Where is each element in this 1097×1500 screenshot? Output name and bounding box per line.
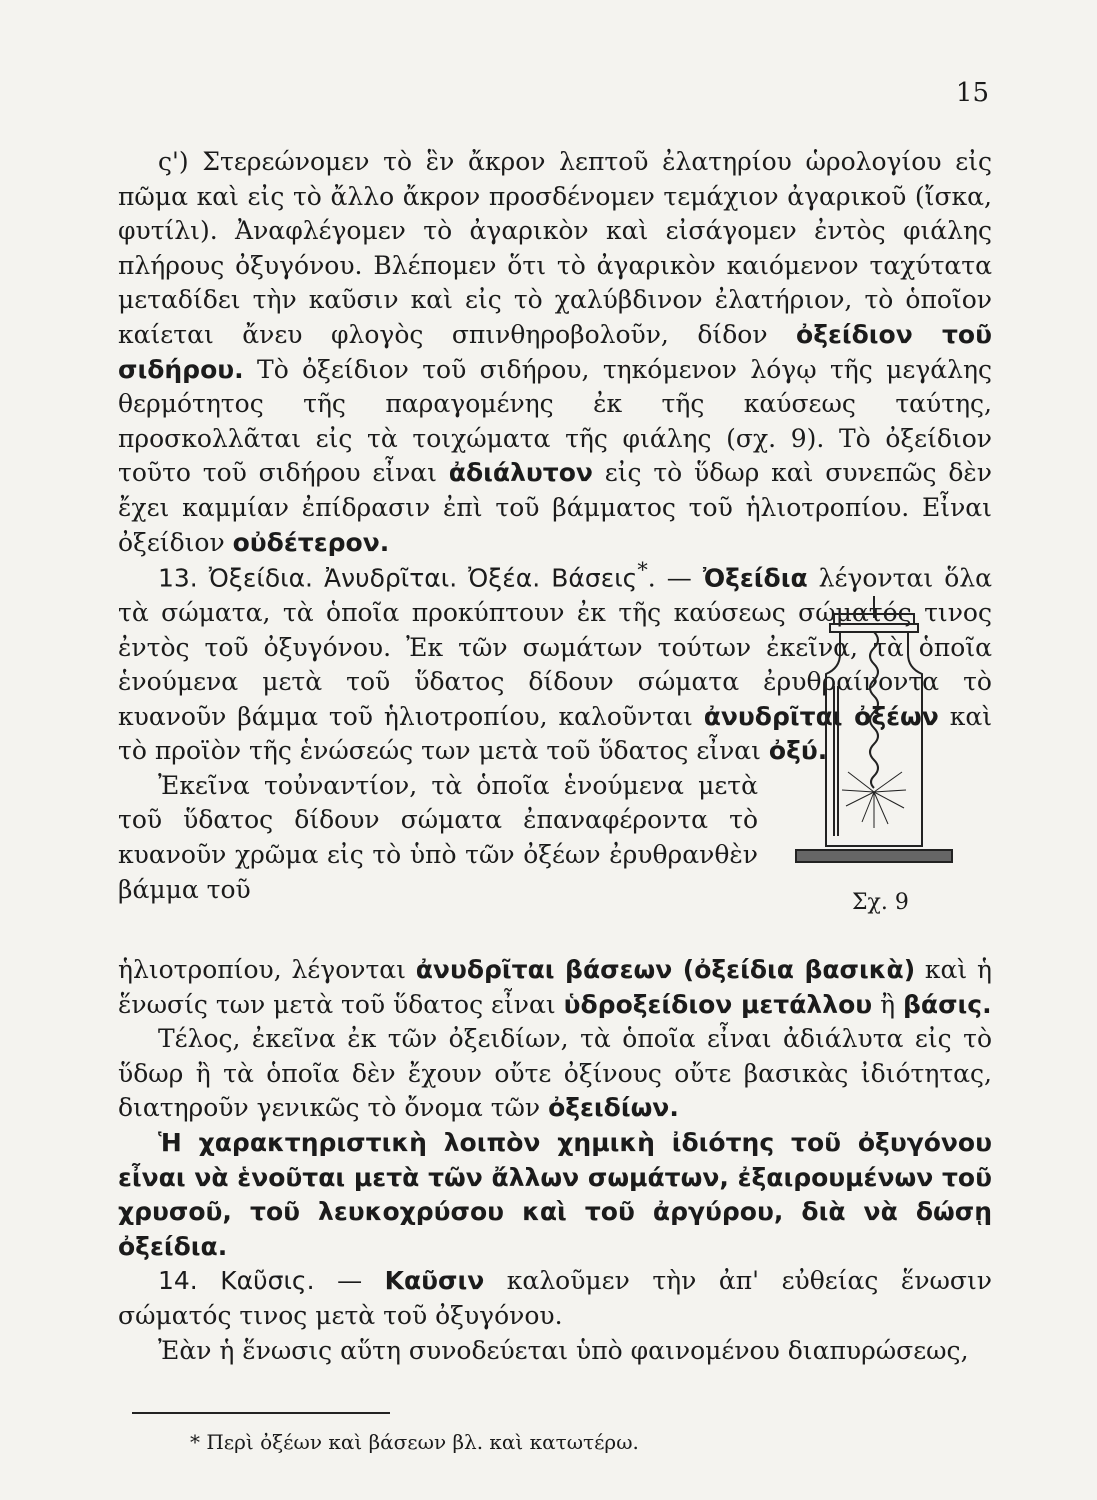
bold-term: ὑδροξείδιον μετάλλου xyxy=(563,989,873,1019)
section-13-title: 13. Ὀξείδια. Ἀνυδρῖται. Ὀξέα. Βάσεις xyxy=(158,563,638,593)
bold-term: ὀξύ. xyxy=(768,736,828,766)
text-run: ἢ xyxy=(872,989,904,1019)
bold-term: ἀνυδρῖται βάσεων (ὀξείδια βασικὰ) xyxy=(415,955,916,984)
text-run: Ἐκεῖνα τοὐναντίον, τὰ ὁποῖα ἑνούμενα μετὰ τοῦ ὕδατος δίδουν σώματα ἐπαναφέροντα τὸ κυανοῦν χρῶμα εἰς τὸ ὑπὸ τῶν ὀξέων ἐρυθρανθὲν βάμμα τοῦ xyxy=(118,770,758,904)
section-14-title: 14. Καῦσις. xyxy=(158,1266,315,1296)
section-13-paragraph-2 xyxy=(118,769,758,907)
bold-term: ἀνυδρῖται ὀξέων xyxy=(703,701,939,731)
text-run: καὶ ἡ ἕνωσίς των μετὰ τοῦ ὕδατος εἶναι xyxy=(118,955,992,1019)
section-13-dash: . — xyxy=(647,563,703,593)
text-run: λέγονται ὅλα τὰ σώματα, τὰ ὁποῖα προκύπτουν ἐκ τῆς καύσεως σώματός τινος ἐντὸς τοῦ ὀξυγόνου. Ἐκ τῶν σωμάτων τούτων ἐκεῖνα, τὰ ὁποῖα ἑνούμενα μετὰ τοῦ ὕδατος δίδουν σώματα ἐρυθραίνοντα τὸ κυανοῦν βάμμα τοῦ ἡλιοτροπίου, καλοῦνται xyxy=(118,563,992,731)
sparks-icon xyxy=(842,772,906,828)
text-run: Τέλος, ἐκεῖνα ἐκ τῶν ὀξειδίων, τὰ ὁποῖα εἶναι ἀδιάλυτα εἰς τὸ ὕδωρ ἢ τὰ ὁποῖα δὲν ἔχουν οὔτε ὀξίνους οὔτε βασικὰς ἰδιότητας, διατηροῦν γενικῶς τὸ ὄνομα τῶν xyxy=(118,1024,992,1123)
text-run: Τὸ ὀξείδιον τοῦ σιδήρου, τηκόμενον λόγῳ τῆς μεγάλης θερμότητος τῆς παραγομένης ἐκ τῆς καύσεως ταύτης, προσκολλᾶται εἰς τὰ τοιχώματα τῆς φιάλης (σχ. 9). Τὸ ὀξείδιον τοῦτο τοῦ σιδήρου εἶναι xyxy=(118,354,992,488)
section-13-lead-term: Ὀξείδια xyxy=(702,563,808,593)
figure-9-bottle-illustration xyxy=(778,596,970,926)
footnote-marker: * xyxy=(637,558,648,582)
section-13-continued xyxy=(118,953,992,1368)
bold-term: βάσις. xyxy=(903,989,992,1019)
paragraph-oxides xyxy=(118,1022,992,1126)
paragraph-oxygen-property xyxy=(118,1126,992,1264)
section-14-paragraph-2 xyxy=(118,1334,992,1369)
text-run: ἡλιοτροπίου, λέγονται xyxy=(118,955,416,984)
text-run: Ἐὰν ἡ ἕνωσις αὕτη συνοδεύεται ὑπὸ φαινομένου διαπυρώσεως, xyxy=(158,1335,969,1365)
bold-term: ἀδιάλυτον xyxy=(448,458,593,488)
bold-term: ὀξείδιον τοῦ σιδήρου. xyxy=(118,319,992,384)
bold-term: Ἡ χαρακτηριστικὴ λοιπὸν χημικὴ ἰδιότης τοῦ ὀξυγόνου εἶναι νὰ ἑνοῦται μετὰ τῶν ἄλλων σωμάτων, ἐξαιρουμένων τοῦ χρυσοῦ, τοῦ λευκοχρύσου καὶ τοῦ ἀργύρου, διὰ νὰ δώσῃ ὀξείδια. xyxy=(118,1127,992,1261)
text-run: εἰς τὸ ὕδωρ καὶ συνεπῶς δὲν ἔχει καμμίαν ἐπίδρασιν ἐπὶ τοῦ βάμματος τοῦ ἡλιοτροπίου. Εἶναι ὀξείδιον xyxy=(118,458,993,557)
text-run: καὶ τὸ προϊὸν τῆς ἑνώσεώς των μετὰ τοῦ ὕδατος εἶναι xyxy=(118,701,993,766)
section-14-dash: — xyxy=(314,1266,385,1296)
section-14-heading-paragraph xyxy=(118,1264,992,1333)
paragraph-experiment xyxy=(118,145,992,560)
bold-term: οὐδέτερον. xyxy=(232,527,390,557)
paragraph-bases xyxy=(118,953,992,1022)
text-run: ς') Στερεώνομεν τὸ ἓν ἄκρον λεπτοῦ ἐλατηρίου ὡρολογίου εἰς πῶμα καὶ εἰς τὸ ἄλλο ἄκρον προσδένομεν τεμάχιον ἀγαρικοῦ (ἴσκα, φυτίλι). Ἀναφλέγομεν τὸ ἀγαρικὸν καὶ εἰσάγομεν ἐντὸς φιάλης πλήρους ὀξυγόνου. Βλέπομεν ὅτι τὸ ἀγαρικὸν καιόμενον ταχύτατα μεταδίδει τὴν καῦσιν καὶ εἰς τὸ χαλύβδινον ἐλατήριον, τὸ ὁποῖον καίεται ἄνευ φλογὸς σπινθηροβολοῦν, δίδον xyxy=(118,147,992,349)
footnote: * Περὶ ὀξέων καὶ βάσεων βλ. καὶ κατωτέρω. xyxy=(190,1430,639,1454)
spring-icon xyxy=(870,632,878,788)
text-run: καλοῦμεν τὴν ἀπ' εὐθείας ἕνωσιν σώματός τινος μετὰ τοῦ ὀξυγόνου. xyxy=(118,1266,992,1330)
figure-caption: Σχ. 9 xyxy=(852,890,909,915)
footnote-divider xyxy=(132,1412,390,1414)
page-number: 15 xyxy=(955,78,989,108)
paragraph-text xyxy=(118,145,992,560)
base-plate-icon xyxy=(796,850,952,862)
section-14-lead-term: Καῦσιν xyxy=(384,1266,485,1296)
bold-term: ὀξειδίων. xyxy=(548,1093,679,1123)
